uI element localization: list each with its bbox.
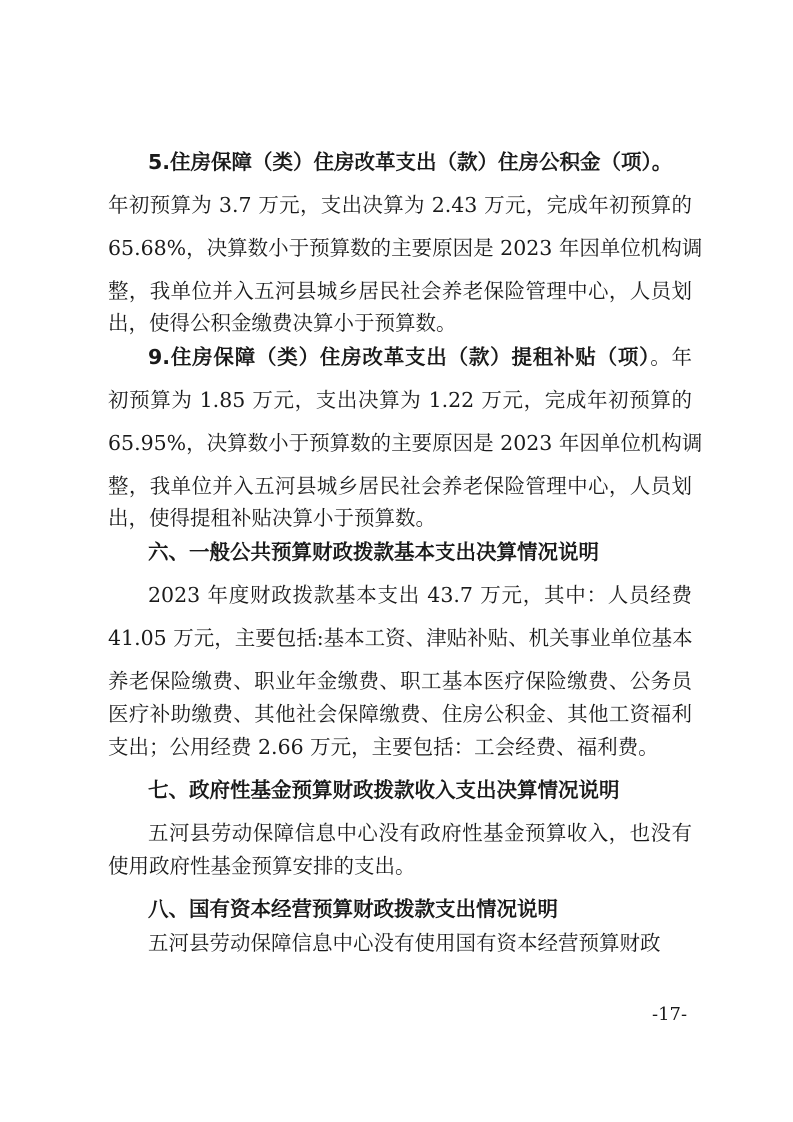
section-6-line-4: 医疗补助缴费、其他社会保障缴费、住房公积金、其他工资福利 xyxy=(108,702,692,726)
section-9-title-tail: 。年 xyxy=(650,345,692,369)
page-number: -17- xyxy=(652,1004,688,1025)
section-9-line-2: 65.95%，决算数小于预算数的主要原因是 2023 年因单位机构调 xyxy=(108,431,703,455)
section-6-line-1: 2023 年度财政拨款基本支出 43.7 万元，其中：人员经费 xyxy=(148,583,692,607)
section-6-title: 六、一般公共预算财政拨款基本支出决算情况说明 xyxy=(148,540,599,564)
section-6-line-3: 养老保险缴费、职业年金缴费、职工基本医疗保险缴费、公务员 xyxy=(108,669,692,693)
section-9-line-4: 出，使得提租补贴决算小于预算数。 xyxy=(108,506,436,530)
section-5-line-3: 整，我单位并入五河县城乡居民社会养老保险管理中心，人员划 xyxy=(108,279,692,303)
section-6-line-2: 41.05 万元，主要包括:基本工资、津贴补贴、机关事业单位基本 xyxy=(108,626,693,650)
section-9-line-3: 整，我单位并入五河县城乡居民社会养老保险管理中心，人员划 xyxy=(108,474,692,498)
section-8-line-1: 五河县劳动保障信息中心没有使用国有资本经营预算财政 xyxy=(148,931,661,955)
section-7-title: 七、政府性基金预算财政拨款收入支出决算情况说明 xyxy=(148,778,620,802)
section-5-line-1: 年初预算为 3.7 万元，支出决算为 2.43 万元，完成年初预算的 xyxy=(108,193,692,217)
section-5-line-4: 出，使得公积金缴费决算小于预算数。 xyxy=(108,311,457,335)
section-5-title: 5.住房保障（类）住房改革支出（款）住房公积金（项）。 xyxy=(148,150,673,174)
section-7-line-2: 使用政府性基金预算安排的支出。 xyxy=(108,854,416,878)
section-9-title: 9.住房保障（类）住房改革支出（款）提租补贴（项） xyxy=(148,345,651,369)
section-8-title: 八、国有资本经营预算财政拨款支出情况说明 xyxy=(148,897,558,921)
section-9-line-1: 初预算为 1.85 万元，支出决算为 1.22 万元，完成年初预算的 xyxy=(108,388,692,412)
section-5-line-2: 65.68%，决算数小于预算数的主要原因是 2023 年因单位机构调 xyxy=(108,236,703,260)
section-6-line-5: 支出；公用经费 2.66 万元，主要包括：工会经费、福利费。 xyxy=(108,735,659,759)
section-7-line-1: 五河县劳动保障信息中心没有政府性基金预算收入，也没有 xyxy=(148,821,692,845)
section-9-title-row xyxy=(148,345,692,369)
